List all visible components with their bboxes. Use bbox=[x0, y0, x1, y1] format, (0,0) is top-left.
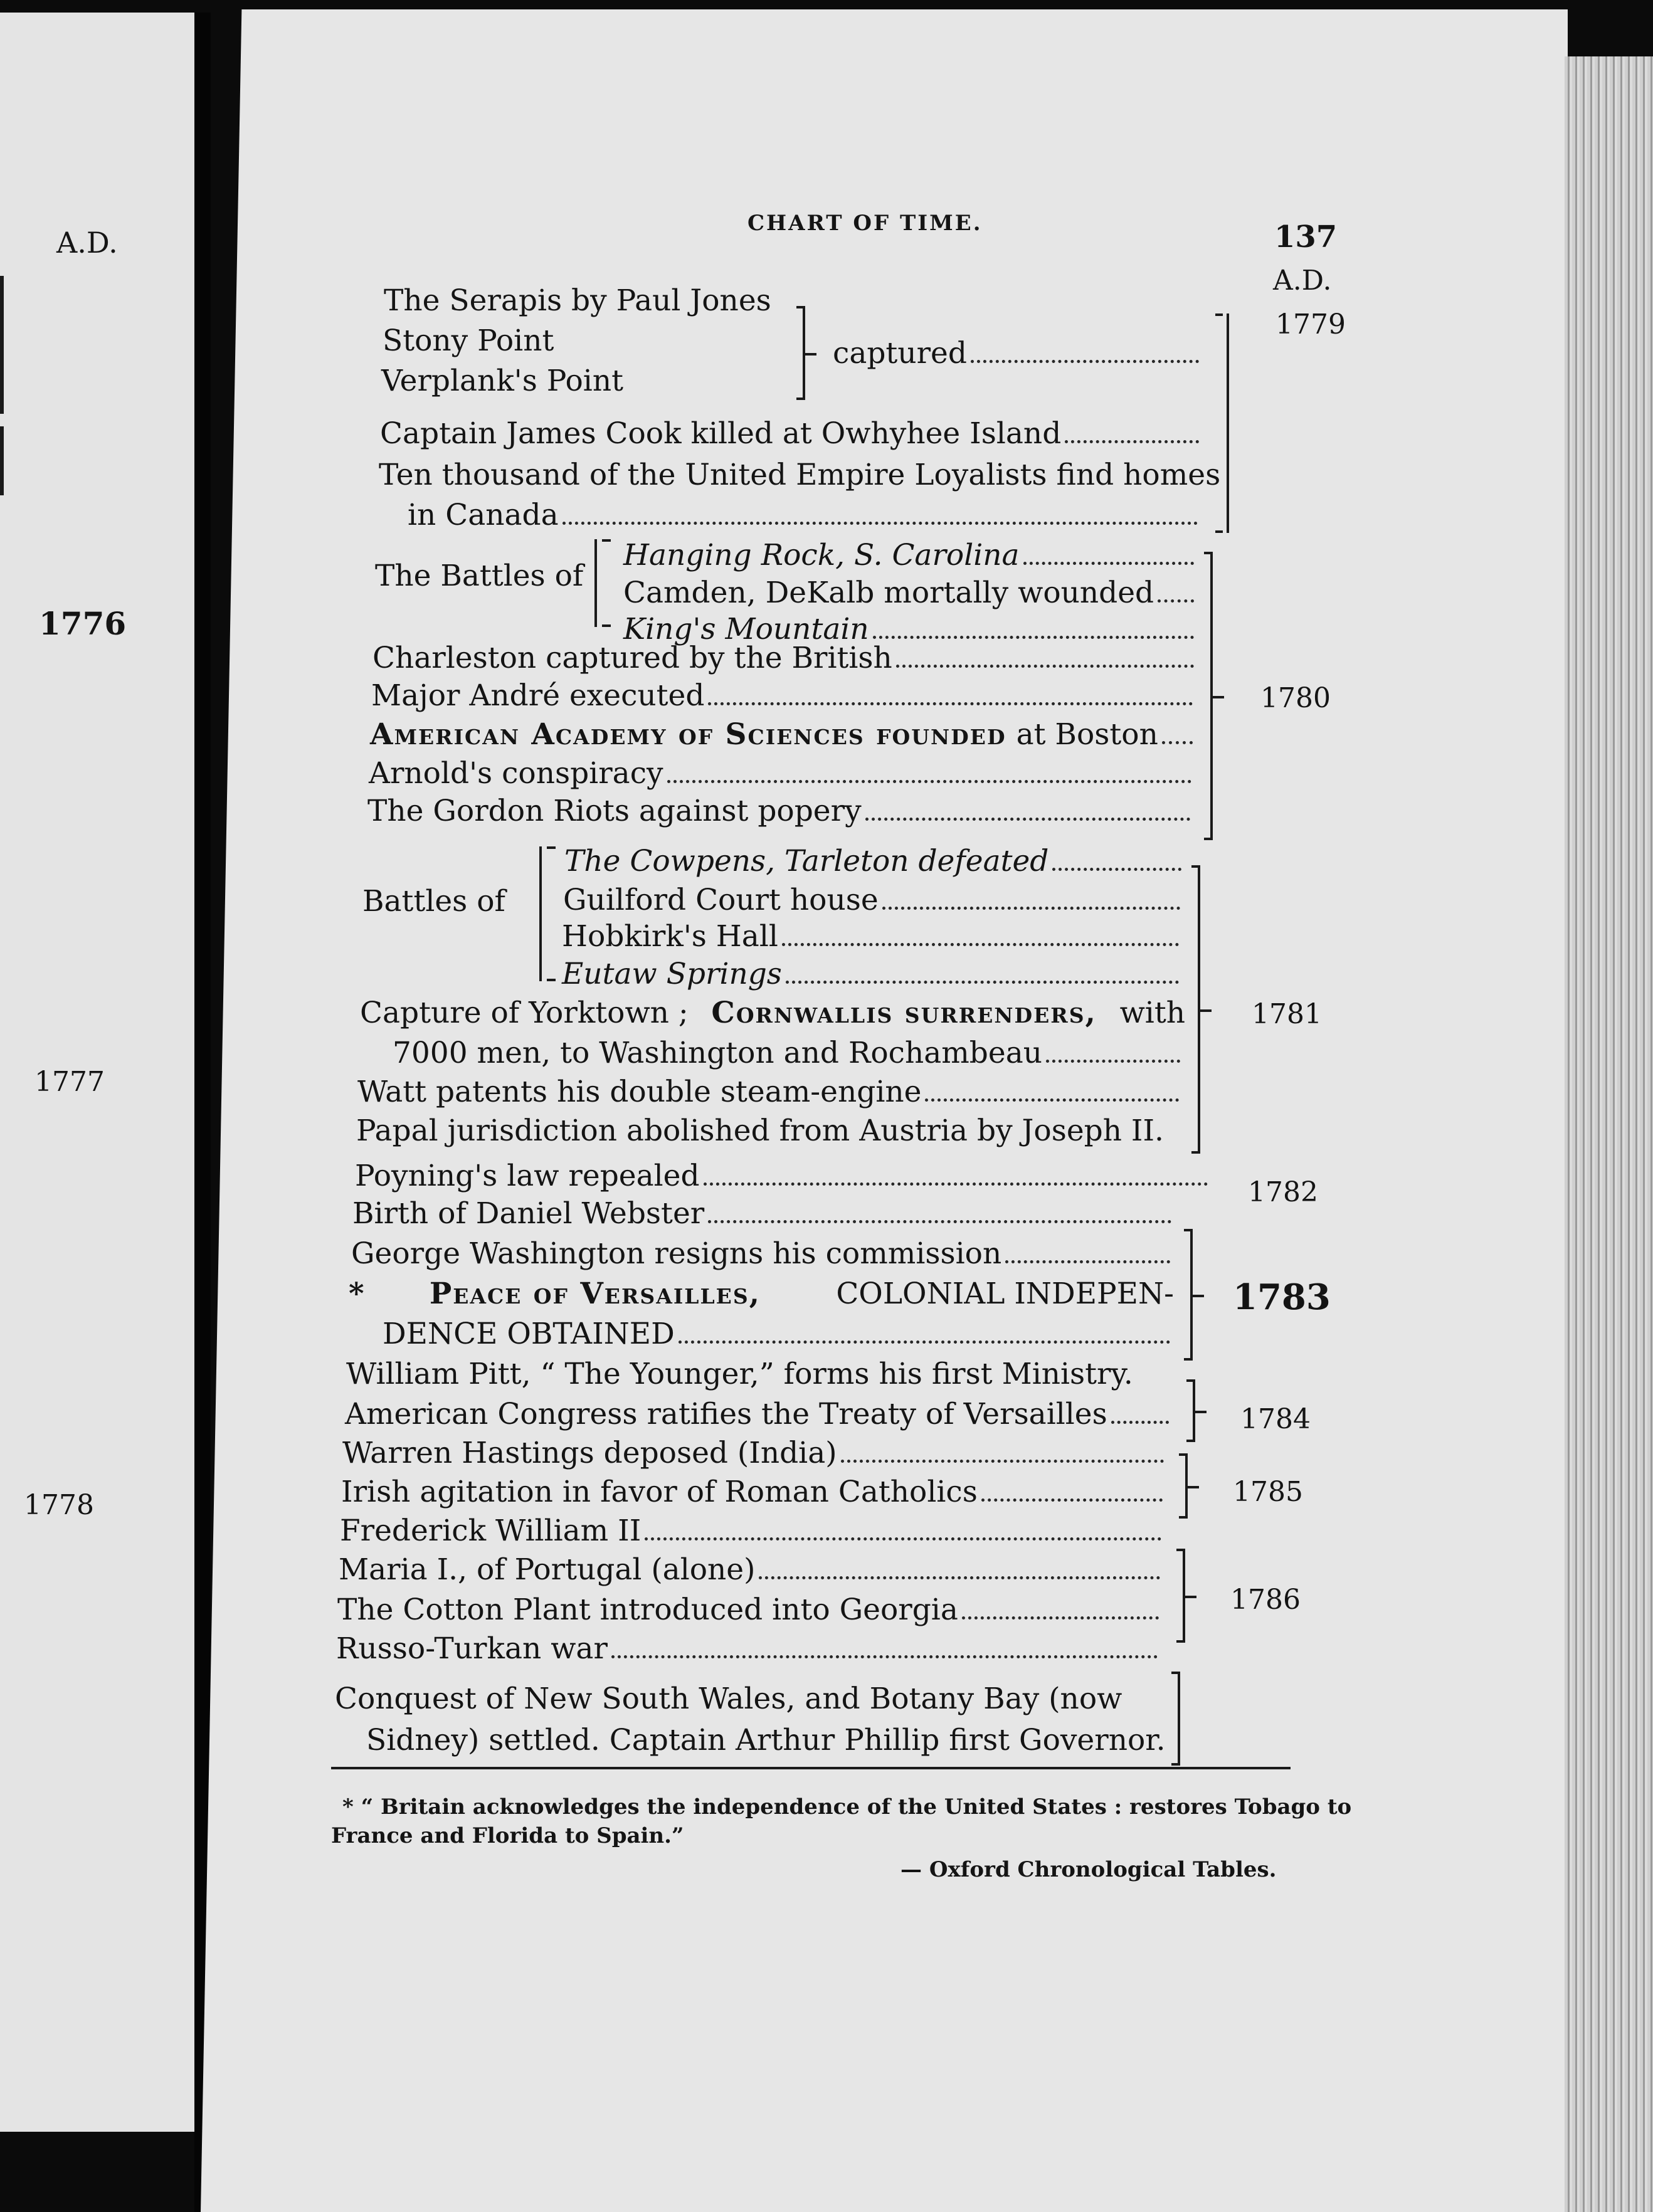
year-label: 1782 bbox=[1248, 1176, 1318, 1208]
battles-brace bbox=[594, 539, 608, 627]
chart-entry: The Cowpens, Tarleton defeated bbox=[564, 846, 1185, 876]
chart-entry: DENCE OBTAINED bbox=[383, 1319, 1174, 1349]
chart-entry: Frederick William II bbox=[340, 1516, 1165, 1546]
year-brace bbox=[1179, 1229, 1193, 1361]
left-page-brace-fragment bbox=[0, 276, 4, 414]
chart-entry: Sidney) settled. Captain Arthur Phillip first Governor. bbox=[366, 1723, 1166, 1757]
chart-entry: Watt patents his double steam-engine bbox=[357, 1077, 1183, 1107]
previous-page bbox=[0, 13, 194, 2132]
year-brace bbox=[1171, 1549, 1185, 1643]
chart-entry: Battles of bbox=[362, 884, 505, 919]
chart-entry: William Pitt, “ The Younger,” forms his first Ministry. bbox=[346, 1357, 1133, 1391]
chart-entry: Warren Hastings deposed (India) bbox=[342, 1438, 1168, 1468]
year-label: 1779 bbox=[1275, 308, 1346, 340]
page-number: 137 bbox=[1274, 219, 1338, 255]
footnote-line: France and Florida to Spain.” bbox=[331, 1823, 684, 1848]
chart-entry: King's Mountain bbox=[623, 614, 1198, 644]
chart-entry: Captain James Cook killed at Owhyhee Island bbox=[380, 419, 1203, 448]
chart-entry: Papal jurisdiction abolished from Austria by Joseph II. bbox=[356, 1114, 1164, 1148]
chart-entry: Verplank's Point bbox=[381, 364, 623, 398]
chart-entry: captured bbox=[833, 339, 1203, 368]
year-label: 1781 bbox=[1252, 998, 1322, 1030]
chart-entry: Maria I., of Portugal (alone) bbox=[339, 1555, 1164, 1584]
ad-column-heading: A.D. bbox=[1273, 265, 1332, 297]
year-brace bbox=[1181, 1379, 1195, 1442]
chart-entry: The Cotton Plant introduced into Georgia bbox=[337, 1595, 1163, 1625]
year-brace bbox=[1186, 865, 1200, 1154]
chart-entry: Arnold's conspiracy bbox=[369, 759, 1195, 788]
chart-entry: The Battles of bbox=[375, 559, 584, 593]
running-head: CHART OF TIME. bbox=[747, 211, 983, 236]
year-brace bbox=[1199, 552, 1213, 840]
year-label: 1785 bbox=[1233, 1476, 1303, 1508]
chart-entry: Irish agitation in favor of Roman Catholics bbox=[341, 1477, 1166, 1507]
left-page-brace-fragment bbox=[0, 426, 4, 495]
left-page-year-1777: 1777 bbox=[34, 1066, 105, 1098]
chart-entry: American Congress ratifies the Treaty of Versailles bbox=[345, 1399, 1173, 1429]
year-brace bbox=[1218, 313, 1229, 533]
chart-entry: Russo-Turkan war bbox=[336, 1634, 1161, 1663]
chart-entry: The Gordon Riots against popery bbox=[367, 796, 1194, 826]
chart-entry: Charleston captured by the British bbox=[372, 643, 1198, 673]
year-brace bbox=[1174, 1453, 1188, 1519]
entry-brace bbox=[791, 306, 805, 400]
chart-entry: 7000 men, to Washington and Rochambeau bbox=[393, 1038, 1184, 1068]
chart-entry: George Washington resigns his commission bbox=[351, 1239, 1174, 1268]
year-label: 1784 bbox=[1240, 1403, 1311, 1435]
chart-entry: Eutaw Springs bbox=[562, 959, 1183, 989]
chart-entry: Guilford Court house bbox=[563, 885, 1184, 915]
footnote-line: * “ Britain acknowledges the independence of the United States : restores Tobago to bbox=[342, 1794, 1352, 1820]
chart-entry: American Academy of Sciences founded at Boston bbox=[370, 720, 1196, 749]
page-edges bbox=[1565, 56, 1653, 2212]
chart-entry: Hobkirk's Hall bbox=[562, 922, 1183, 951]
year-label: 1786 bbox=[1230, 1584, 1301, 1616]
footnote-rule bbox=[331, 1767, 1291, 1769]
chart-entry: Capture of Yorktown ; Cornwallis surrenders, with bbox=[360, 996, 1185, 1030]
chart-entry: Conquest of New South Wales, and Botany Bay (now bbox=[335, 1682, 1122, 1716]
left-page-year-1778: 1778 bbox=[24, 1489, 94, 1521]
battles-brace bbox=[539, 846, 553, 981]
chart-entry: Poyning's law repealed bbox=[355, 1161, 1212, 1191]
chart-entry: The Serapis by Paul Jones bbox=[384, 283, 771, 318]
year-brace bbox=[1166, 1672, 1180, 1766]
year-label-emphasized: 1783 bbox=[1233, 1277, 1331, 1318]
chart-entry: Major André executed bbox=[371, 681, 1196, 710]
chart-entry: Camden, DeKalb mortally wounded bbox=[623, 578, 1198, 608]
footnote-source: — Oxford Chronological Tables. bbox=[900, 1857, 1277, 1882]
left-page-year-1776: 1776 bbox=[39, 605, 127, 642]
left-page-ad-heading: A.D. bbox=[56, 226, 118, 260]
chart-entry: * Peace of Versailles, COLONIAL INDEPEN- bbox=[349, 1277, 1174, 1311]
chart-entry: Ten thousand of the United Empire Loyalists find homes bbox=[379, 458, 1221, 492]
year-label: 1780 bbox=[1260, 682, 1331, 714]
chart-entry: Stony Point bbox=[383, 324, 554, 358]
chart-entry: Hanging Rock, S. Carolina bbox=[623, 540, 1198, 570]
chart-entry: Birth of Daniel Webster bbox=[352, 1199, 1175, 1228]
chart-entry: in Canada bbox=[408, 500, 1201, 530]
